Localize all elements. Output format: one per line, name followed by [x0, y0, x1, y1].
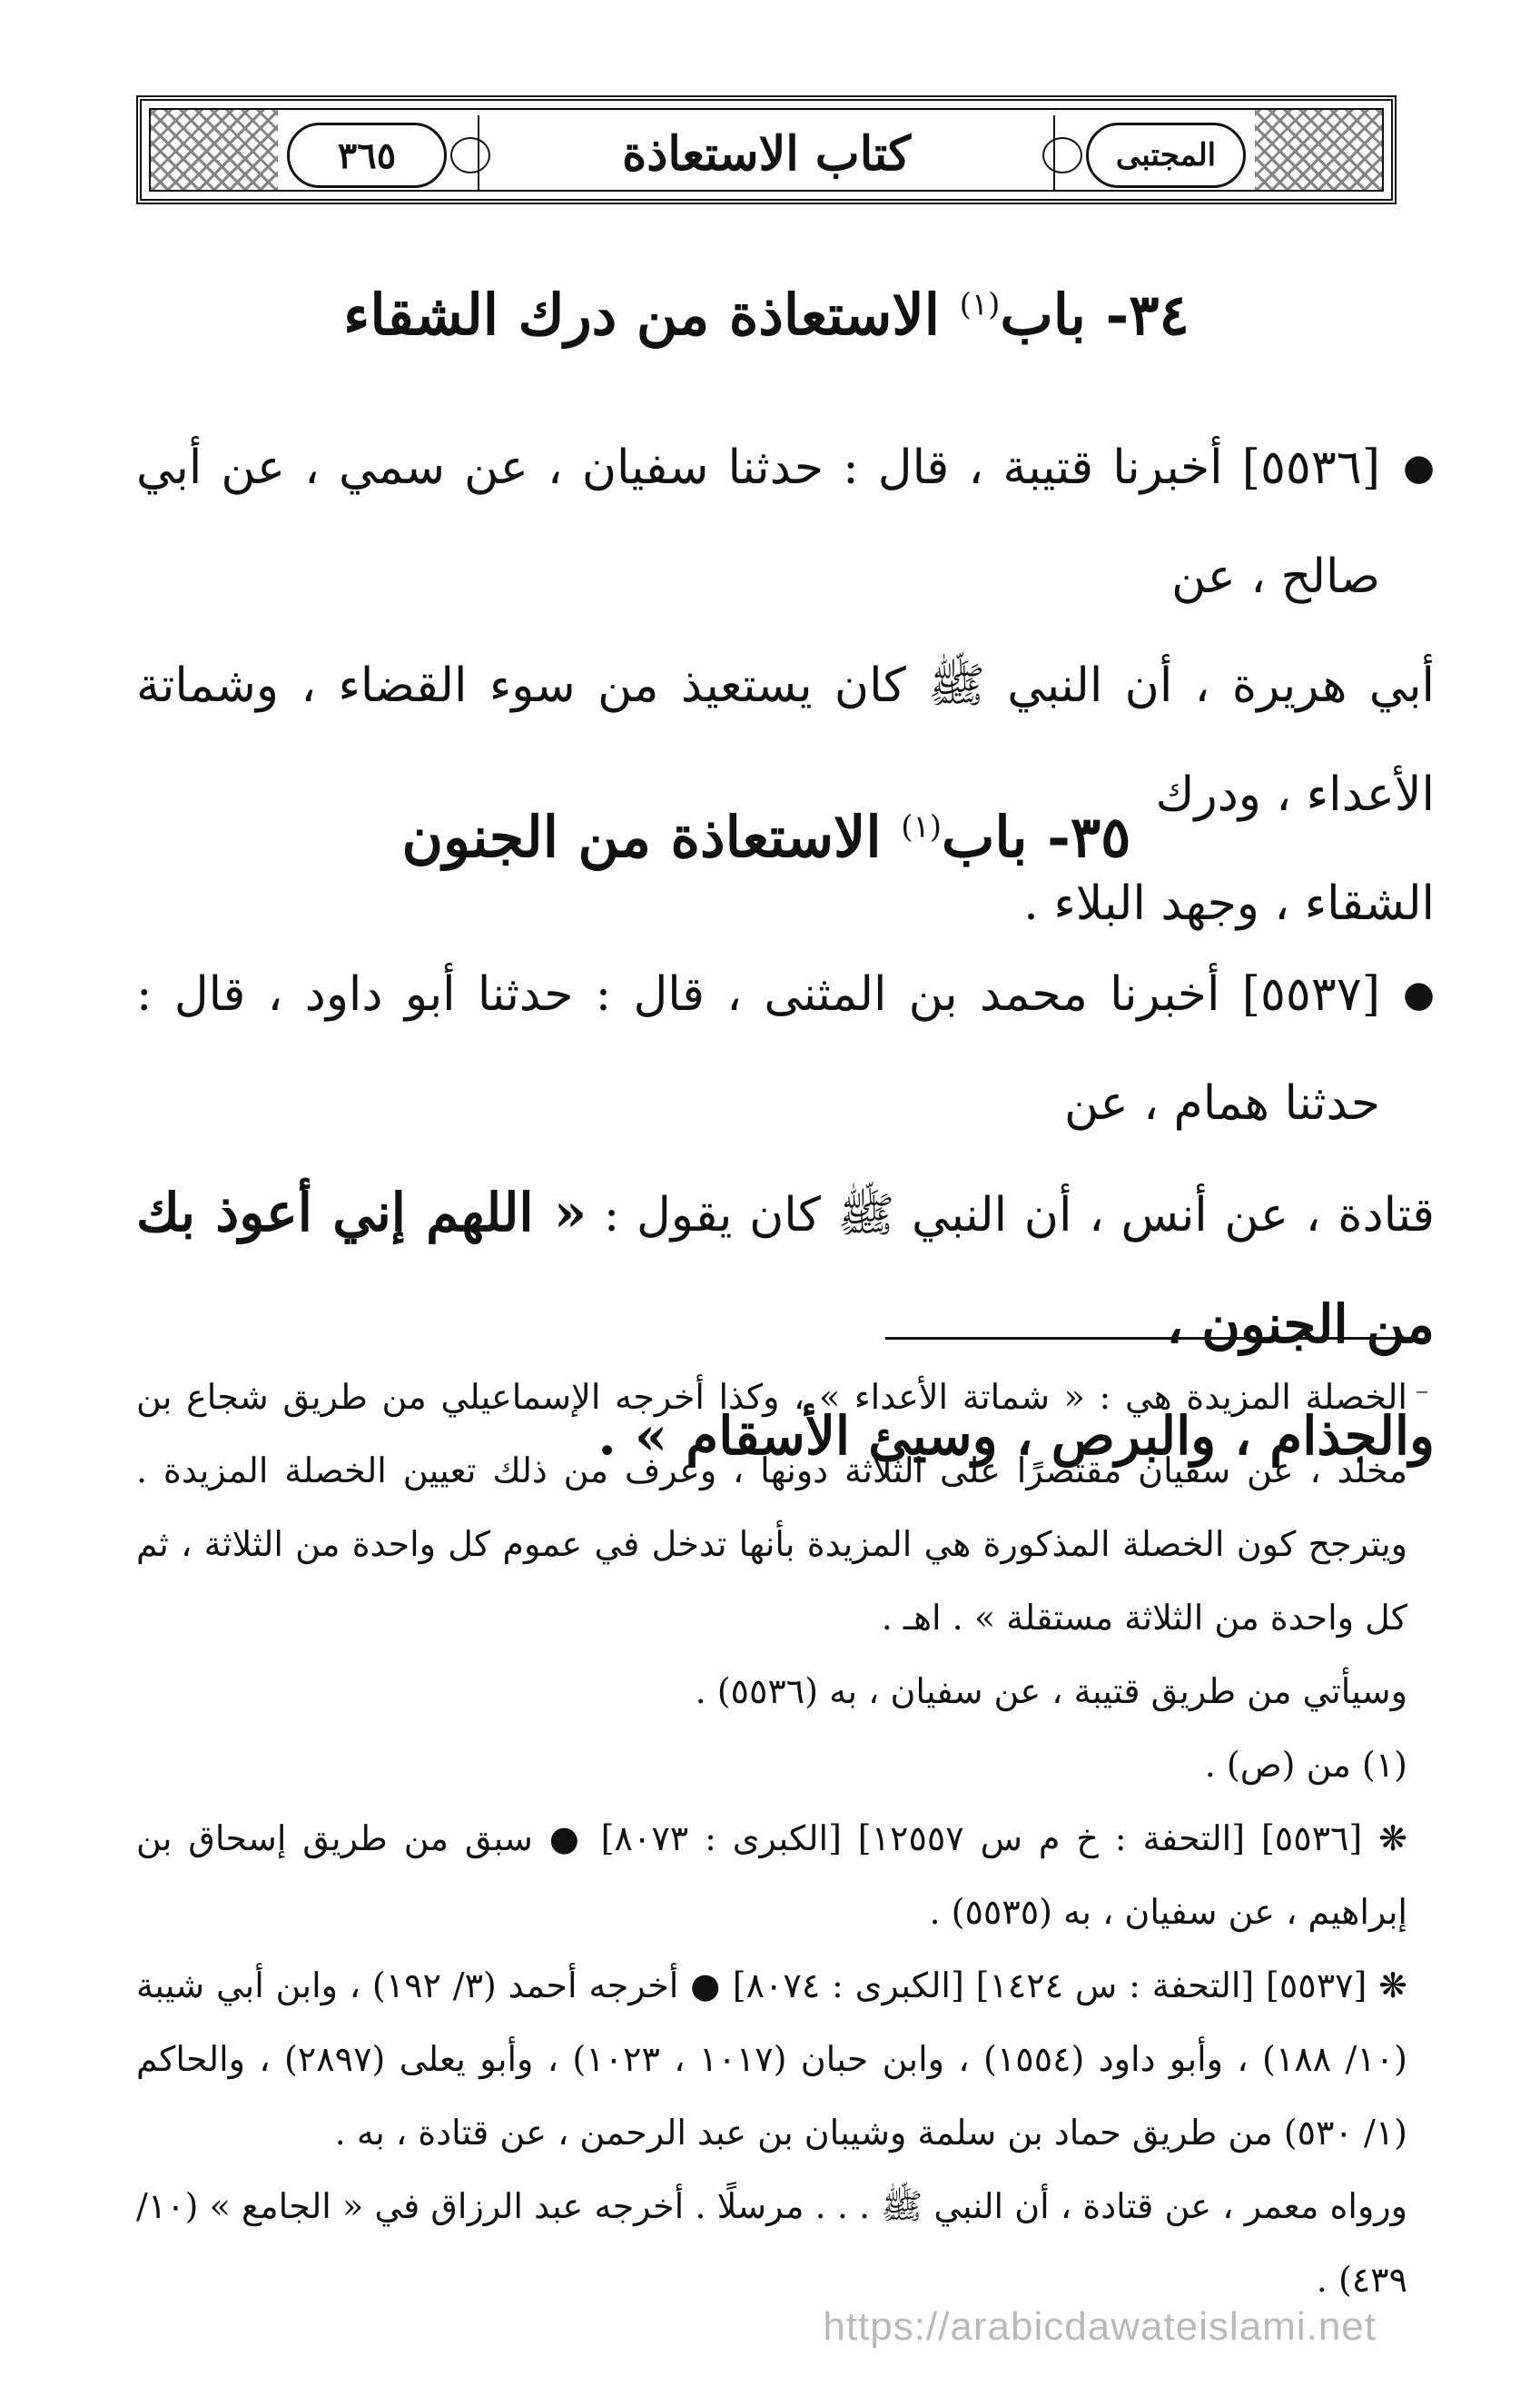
footnote-dash-icon: ⁻	[1415, 1381, 1429, 1413]
footnote-marker: (١)	[959, 286, 1001, 323]
hadith-line: الشقاء ، وجهد البلاء .	[1023, 876, 1435, 931]
dua-text: والجذام ، والبرص ، وسيئ الأسقام » .	[597, 1405, 1435, 1467]
takhrij-5536: ❋ [٥٥٣٦] [التحفة : خ م س ١٢٥٥٧] [الكبرى : ٨٠٧٣] ● سبق من طريق إسحاق بن إبراهيم ، عن سفيان ، به (٥٥٣٥) .	[136, 1818, 1407, 1932]
takhrij-5537: ❋ [٥٥٣٧] [التحفة : س ١٤٢٤] [الكبرى : ٨٠٧٤] ● أخرجه أحمد (٣/ ١٩٢) ، وابن أبي شيبة (١٠/ ١٨٨) ، وأبو داود (١٥٥٤) ، وابن حبان (١٠١٧ ، ١٠٢٣) ، وأبو يعلى (٢٨٩٧) ، والحاكم (١/ ٥٣٠) من طريق حماد بن سلمة وشيبان بن عبد الرحمن ، عن قتادة ، به .	[136, 1965, 1408, 2153]
bullet-icon: ●	[1403, 974, 1435, 1015]
hadith-line: [٥٥٣٧] أخبرنا محمد بن المثنى ، قال : حدثنا أبو داود ، قال : حدثنا همام ، عن	[136, 967, 1380, 1131]
dua-text: « اللهم إني أعوذ بك من الجنون ،	[136, 1182, 1435, 1355]
hadith-line: [٥٥٣٦] أخبرنا قتيبة ، قال : حدثنا سفيان ، عن سمي ، عن أبي صالح ، عن	[136, 441, 1380, 604]
footnote-paragraph: الخصلة المزيدة هي : « شماتة الأعداء » ، وكذا أخرجه الإسماعيلي من طريق شجاع بن مخلد ، عن سفيان مقتصرًا على الثلاثة دونها ، وعرف من ذلك تعيين الخصلة المزيدة . ويترجح كون الخصلة المذكورة هي المزيدة بأنها تدخل في عموم كل واحدة من الثلاثة ، ثم كل واحدة من الثلاثة مستقلة » . اهـ .	[136, 1377, 1407, 1638]
chapter-35-heading	[136, 804, 1397, 871]
chapter-34-number: ٣٤- باب	[1000, 282, 1190, 348]
footnote-note: (١) من (ص) .	[1204, 1745, 1407, 1785]
header-frame	[149, 108, 1384, 192]
ornament-left-icon	[151, 110, 278, 190]
hadith-5536	[136, 413, 1435, 958]
page-number: ٣٦٥	[287, 123, 447, 188]
footnote-paragraph: وسيأتي من طريق قتيبة ، عن سفيان ، به (٥٥٣٦) .	[695, 1671, 1407, 1711]
page-title: كتاب الاستعاذة	[478, 115, 1055, 192]
chapter-35-title: الاستعاذة من الجنون	[401, 804, 882, 870]
watermark-url: https://arabicdawateislami.net	[823, 2304, 1377, 2349]
ornament-right-icon	[1255, 110, 1382, 190]
bullet-icon: ●	[1403, 447, 1435, 489]
hadith-text: قتادة ، عن أنس ، أن النبي ﷺ كان يقول :	[603, 1188, 1435, 1243]
footnotes	[136, 1361, 1429, 2317]
hadith-line	[136, 1158, 1435, 1381]
footnote-last-line: ورواه معمر ، عن قتادة ، أن النبي ﷺ . . . مرسلًا . أخرجه عبد الرزاق في « الجامع » (١٠/ ٤٣٩) .	[136, 2186, 1407, 2300]
scroll-ornament-icon	[1042, 137, 1082, 173]
footnote-divider	[885, 1337, 1417, 1340]
hadith-line: أبي هريرة ، أن النبي ﷺ كان يستعيذ من سوء القضاء ، وشماتة الأعداء ، ودرك	[136, 658, 1435, 822]
chapter-34-heading	[136, 282, 1397, 349]
chapter-35-number: ٣٥- باب	[942, 804, 1131, 870]
footnote-marker: (١)	[901, 808, 943, 846]
chapter-34-title: الاستعاذة من درك الشقاء	[343, 282, 940, 348]
book-logo: المجتبى	[1086, 123, 1246, 188]
page-header	[136, 95, 1397, 204]
